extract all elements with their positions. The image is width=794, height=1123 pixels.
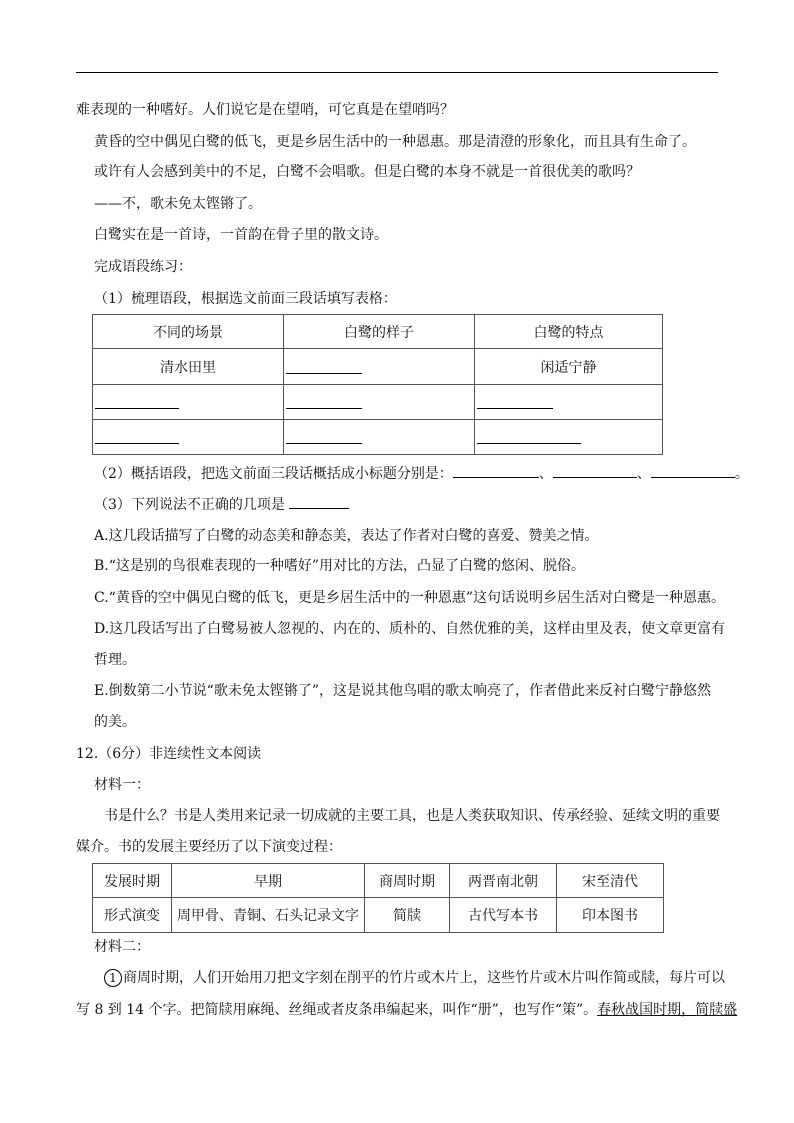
table-header: 白鹭的样子 [284,315,475,349]
separator: 、 [636,466,651,482]
material-1-para-line-1: 书是什么？书是人类用来记录一切成就的主要工具，也是人类获取知识、传承经验、延续文明的重要 [104,808,720,824]
table-cell: 早期 [172,864,365,898]
table-cell: 清水田里 [93,349,284,385]
separator: 、 [538,466,553,482]
q3-line [94,494,349,515]
table-cell: 古代写本书 [450,898,557,933]
table-header: 不同的场景 [93,315,284,349]
table-cell: 两晋南北朝 [450,864,557,898]
q2-prompt: （2）概括语段，把选文前面三段话概括成小标题分别是： [94,466,453,482]
passage-line-3: 或许有人会感到美中的不足，白鹭不会唱歌。但是白鹭的本身不就是一首很优美的歌吗？ [94,164,640,180]
answer-blank[interactable] [93,385,284,420]
material-1-para-line-2: 媒介。书的发展主要经历了以下演变过程： [76,839,342,855]
answer-blank[interactable] [284,420,475,455]
table-cell: 宋至清代 [557,864,664,898]
egret-table [92,314,663,455]
answer-blank[interactable] [93,420,284,455]
table-cell: 发展时期 [93,864,172,898]
answer-blank[interactable] [475,420,663,455]
option-e-line-2: 的美。 [94,714,136,730]
paragraph-number: 1 [104,969,122,987]
q12-heading: 12.（6分）非连续性文本阅读 [76,746,262,762]
answer-blank[interactable] [453,463,539,478]
material-2-para-line-2 [76,1000,737,1020]
answer-blank[interactable] [475,385,663,420]
material-2-text: 写 8 到 14 个字。把简牍用麻绳、丝绳或者皮条串编起来，叫作“册”，也写作“策”。 [76,1002,598,1018]
table-cell: 商周时期 [365,864,450,898]
option-b: B.“这是别的鸟很难表现的一种嗜好”用对比的方法，凸显了白鹭的悠闲、脱俗。 [94,558,586,574]
passage-line-1: 难表现的一种嗜好。人们说它是在望哨，可它真是在望哨吗？ [76,102,454,118]
underlined-sentence: 春秋战国时期，简牍盛 [597,1002,738,1018]
answer-blank[interactable] [553,463,637,478]
option-c: C.“黄昏的空中偶见白鹭的低飞，更是乡居生活中的一种恩惠”这句话说明乡居生活对白鹭是一种恩惠。 [94,590,725,606]
option-e-line-1: E.倒数第二小节说“歌未免太铿锵了”，这是说其他鸟唱的歌太响亮了，作者借此来反衬白鹭宁静悠然 [94,683,711,699]
q1-prompt: （1）梳理语段，根据选文前面三段话填写表格： [94,291,397,307]
table-cell: 周甲骨、青铜、石头记录文字 [172,898,365,933]
book-history-table [92,863,664,933]
q2-line [94,463,749,484]
passage-line-2: 黄昏的空中偶见白鹭的低飞，更是乡居生活中的一种恩惠。那是清澄的形象化，而且具有生命了。 [94,134,696,150]
option-a: A.这几段话描写了白鹭的动态美和静态美，表达了作者对白鹭的喜爱、赞美之情。 [94,528,599,544]
table-cell: 闲适宁静 [475,349,663,385]
q3-prompt: （3）下列说法不正确的几项是 [94,497,285,513]
material-2-para-line-1 [104,968,725,988]
answer-blank[interactable] [289,494,349,509]
material-2-label: 材料二： [94,939,150,955]
material-2-text: 商周时期，人们开始用刀把文字刻在削平的竹片或木片上，这些竹片或木片叫作简或牍，每片可以 [123,970,725,986]
material-1-label: 材料一： [94,777,150,793]
answer-blank[interactable] [651,463,735,478]
table-cell: 形式演变 [93,898,172,933]
header-rule [76,72,718,73]
answer-blank[interactable] [284,349,475,385]
table-cell: 印本图书 [557,898,664,933]
end-mark: 。 [734,466,749,482]
option-d-line-1: D.这几段话写出了白鹭易被人忽视的、内在的、质朴的、自然优雅的美，这样由里及表，使文章更富有 [94,621,726,637]
exercise-heading: 完成语段练习： [94,259,192,275]
answer-blank[interactable] [284,385,475,420]
table-cell: 简牍 [365,898,450,933]
passage-line-4: ——不，歌未免太铿锵了。 [94,196,262,212]
passage-line-5: 白鹭实在是一首诗，一首韵在骨子里的散文诗。 [94,227,388,243]
option-d-line-2: 哲理。 [94,652,136,668]
table-header: 白鹭的特点 [475,315,663,349]
